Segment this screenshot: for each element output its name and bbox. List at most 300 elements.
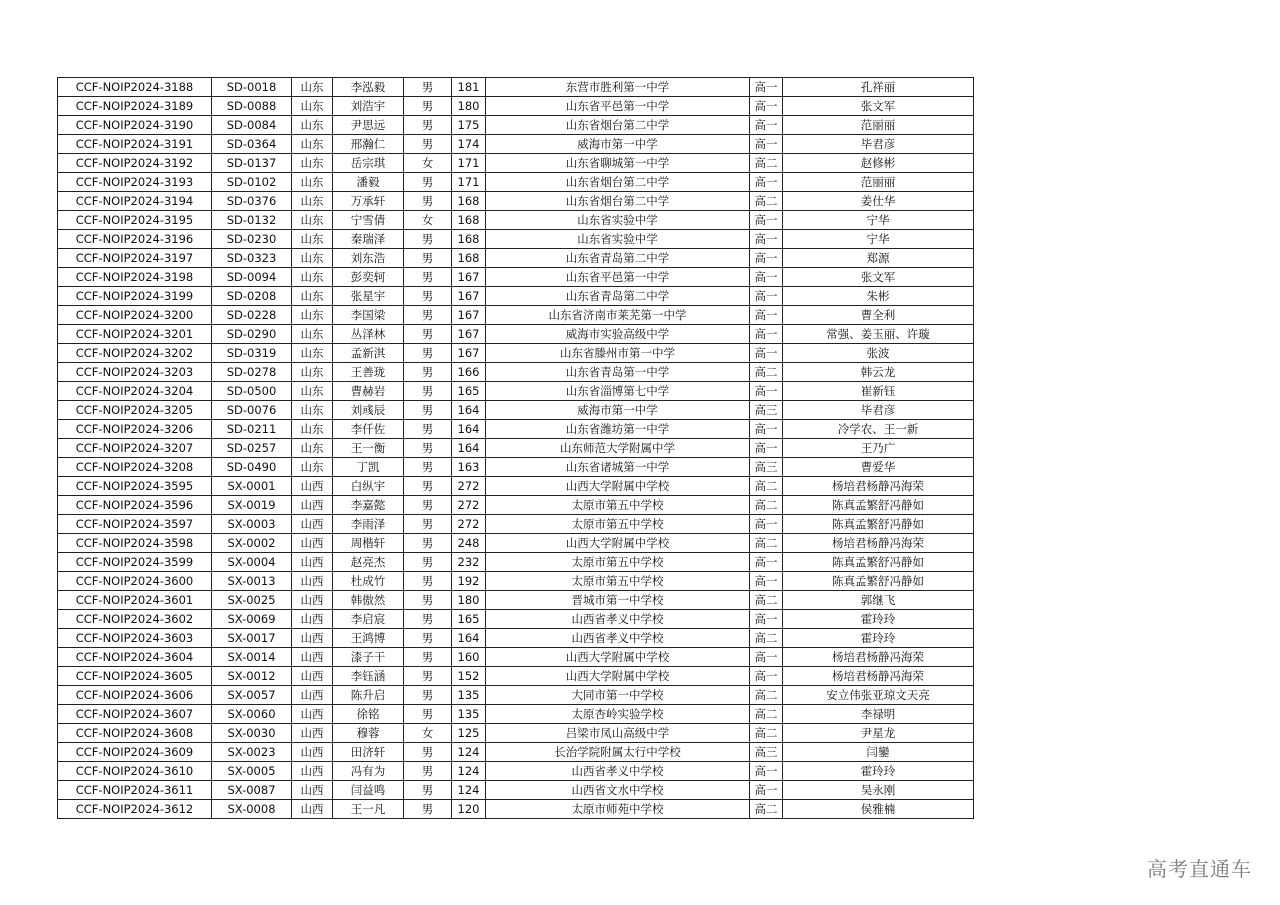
contestant-code-cell: CCF-NOIP2024-3602 — [58, 610, 212, 629]
grade-cell: 高一 — [750, 268, 783, 287]
school-cell: 山东省平邑第一中学 — [486, 97, 750, 116]
school-cell: 晋城市第一中学校 — [486, 591, 750, 610]
gender-cell: 男 — [404, 705, 452, 724]
grade-cell: 高一 — [750, 344, 783, 363]
score-cell: 152 — [452, 667, 486, 686]
table-row — [58, 116, 974, 135]
score-cell: 120 — [452, 800, 486, 819]
province-cell: 山东 — [292, 287, 333, 306]
seat-id-cell: SD-0094 — [212, 268, 292, 287]
score-cell: 272 — [452, 477, 486, 496]
grade-cell: 高二 — [750, 534, 783, 553]
province-cell: 山西 — [292, 629, 333, 648]
score-cell: 168 — [452, 192, 486, 211]
score-cell: 164 — [452, 420, 486, 439]
table-row — [58, 667, 974, 686]
teacher-cell: 李禄明 — [783, 705, 974, 724]
school-cell: 山西大学附属中学校 — [486, 648, 750, 667]
gender-cell: 男 — [404, 344, 452, 363]
grade-cell: 高一 — [750, 382, 783, 401]
table-row — [58, 173, 974, 192]
contestant-code-cell: CCF-NOIP2024-3598 — [58, 534, 212, 553]
results-table — [57, 77, 974, 819]
name-cell: 刘浩宇 — [333, 97, 404, 116]
name-cell: 漆子干 — [333, 648, 404, 667]
name-cell: 宁雪倩 — [333, 211, 404, 230]
gender-cell: 男 — [404, 458, 452, 477]
province-cell: 山西 — [292, 534, 333, 553]
table-row — [58, 401, 974, 420]
table-row — [58, 534, 974, 553]
contestant-code-cell: CCF-NOIP2024-3595 — [58, 477, 212, 496]
province-cell: 山西 — [292, 667, 333, 686]
table-row — [58, 154, 974, 173]
name-cell: 韩傲然 — [333, 591, 404, 610]
name-cell: 尹思远 — [333, 116, 404, 135]
name-cell: 田济轩 — [333, 743, 404, 762]
score-cell: 174 — [452, 135, 486, 154]
score-cell: 160 — [452, 648, 486, 667]
teacher-cell: 朱彬 — [783, 287, 974, 306]
contestant-code-cell: CCF-NOIP2024-3193 — [58, 173, 212, 192]
score-cell: 180 — [452, 591, 486, 610]
table-row — [58, 268, 974, 287]
contestant-code-cell: CCF-NOIP2024-3609 — [58, 743, 212, 762]
grade-cell: 高一 — [750, 610, 783, 629]
seat-id-cell: SX-0008 — [212, 800, 292, 819]
grade-cell: 高二 — [750, 477, 783, 496]
school-cell: 山东省聊城第一中学 — [486, 154, 750, 173]
province-cell: 山东 — [292, 268, 333, 287]
name-cell: 秦瑞泽 — [333, 230, 404, 249]
score-cell: 164 — [452, 629, 486, 648]
score-cell: 168 — [452, 211, 486, 230]
grade-cell: 高一 — [750, 306, 783, 325]
province-cell: 山东 — [292, 173, 333, 192]
grade-cell: 高一 — [750, 420, 783, 439]
grade-cell: 高二 — [750, 686, 783, 705]
teacher-cell: 赵修彬 — [783, 154, 974, 173]
teacher-cell: 张文军 — [783, 268, 974, 287]
name-cell: 刘东浩 — [333, 249, 404, 268]
gender-cell: 男 — [404, 553, 452, 572]
contestant-code-cell: CCF-NOIP2024-3199 — [58, 287, 212, 306]
score-cell: 192 — [452, 572, 486, 591]
grade-cell: 高一 — [750, 211, 783, 230]
contestant-code-cell: CCF-NOIP2024-3207 — [58, 439, 212, 458]
school-cell: 山东省青岛第二中学 — [486, 249, 750, 268]
table-row — [58, 97, 974, 116]
table-row — [58, 553, 974, 572]
seat-id-cell: SD-0102 — [212, 173, 292, 192]
province-cell: 山西 — [292, 572, 333, 591]
gender-cell: 男 — [404, 439, 452, 458]
table-row — [58, 572, 974, 591]
school-cell: 长治学院附属太行中学校 — [486, 743, 750, 762]
gender-cell: 女 — [404, 154, 452, 173]
gender-cell: 男 — [404, 515, 452, 534]
name-cell: 王一凡 — [333, 800, 404, 819]
school-cell: 山东省实验中学 — [486, 211, 750, 230]
name-cell: 闫益鸣 — [333, 781, 404, 800]
teacher-cell: 毕君彦 — [783, 135, 974, 154]
teacher-cell: 常强、姜玉丽、许璇 — [783, 325, 974, 344]
teacher-cell: 曹全利 — [783, 306, 974, 325]
gender-cell: 男 — [404, 800, 452, 819]
name-cell: 杜成竹 — [333, 572, 404, 591]
gender-cell: 男 — [404, 781, 452, 800]
gender-cell: 男 — [404, 382, 452, 401]
province-cell: 山西 — [292, 553, 333, 572]
score-cell: 166 — [452, 363, 486, 382]
school-cell: 太原市师苑中学校 — [486, 800, 750, 819]
name-cell: 彭奕轲 — [333, 268, 404, 287]
name-cell: 徐铭 — [333, 705, 404, 724]
teacher-cell: 郭继飞 — [783, 591, 974, 610]
table-row — [58, 477, 974, 496]
province-cell: 山东 — [292, 192, 333, 211]
name-cell: 穆蓉 — [333, 724, 404, 743]
seat-id-cell: SX-0012 — [212, 667, 292, 686]
province-cell: 山东 — [292, 439, 333, 458]
contestant-code-cell: CCF-NOIP2024-3611 — [58, 781, 212, 800]
contestant-code-cell: CCF-NOIP2024-3201 — [58, 325, 212, 344]
school-cell: 山西大学附属中学校 — [486, 667, 750, 686]
grade-cell: 高二 — [750, 154, 783, 173]
seat-id-cell: SD-0278 — [212, 363, 292, 382]
school-cell: 山东省青岛第二中学 — [486, 287, 750, 306]
seat-id-cell: SD-0084 — [212, 116, 292, 135]
table-row — [58, 382, 974, 401]
teacher-cell: 郑源 — [783, 249, 974, 268]
province-cell: 山东 — [292, 154, 333, 173]
grade-cell: 高一 — [750, 78, 783, 97]
score-cell: 272 — [452, 515, 486, 534]
seat-id-cell: SD-0228 — [212, 306, 292, 325]
score-cell: 164 — [452, 401, 486, 420]
name-cell: 邢瀚仁 — [333, 135, 404, 154]
school-cell: 吕梁市凤山高级中学 — [486, 724, 750, 743]
score-cell: 168 — [452, 249, 486, 268]
gender-cell: 男 — [404, 534, 452, 553]
table-row — [58, 496, 974, 515]
teacher-cell: 陈真孟繁舒冯静如 — [783, 496, 974, 515]
name-cell: 周楷轩 — [333, 534, 404, 553]
table-row — [58, 648, 974, 667]
seat-id-cell: SD-0088 — [212, 97, 292, 116]
school-cell: 山西省孝义中学校 — [486, 610, 750, 629]
teacher-cell: 杨培君杨静冯海荣 — [783, 667, 974, 686]
school-cell: 山东省烟台第二中学 — [486, 173, 750, 192]
gender-cell: 男 — [404, 420, 452, 439]
name-cell: 孟新淇 — [333, 344, 404, 363]
grade-cell: 高二 — [750, 724, 783, 743]
table-row — [58, 724, 974, 743]
contestant-code-cell: CCF-NOIP2024-3192 — [58, 154, 212, 173]
gender-cell: 男 — [404, 325, 452, 344]
name-cell: 丛泽林 — [333, 325, 404, 344]
gender-cell: 男 — [404, 363, 452, 382]
seat-id-cell: SX-0003 — [212, 515, 292, 534]
seat-id-cell: SX-0014 — [212, 648, 292, 667]
table-row — [58, 705, 974, 724]
contestant-code-cell: CCF-NOIP2024-3604 — [58, 648, 212, 667]
contestant-code-cell: CCF-NOIP2024-3197 — [58, 249, 212, 268]
province-cell: 山东 — [292, 458, 333, 477]
school-cell: 山东省滕州市第一中学 — [486, 344, 750, 363]
seat-id-cell: SD-0230 — [212, 230, 292, 249]
province-cell: 山西 — [292, 610, 333, 629]
seat-id-cell: SX-0004 — [212, 553, 292, 572]
province-cell: 山西 — [292, 515, 333, 534]
seat-id-cell: SD-0323 — [212, 249, 292, 268]
school-cell: 山西大学附属中学校 — [486, 534, 750, 553]
name-cell: 张星宇 — [333, 287, 404, 306]
school-cell: 太原市第五中学校 — [486, 572, 750, 591]
teacher-cell: 张波 — [783, 344, 974, 363]
teacher-cell: 侯雅楠 — [783, 800, 974, 819]
contestant-code-cell: CCF-NOIP2024-3600 — [58, 572, 212, 591]
school-cell: 山东省青岛第一中学 — [486, 363, 750, 382]
school-cell: 太原市第五中学校 — [486, 496, 750, 515]
grade-cell: 高二 — [750, 363, 783, 382]
contestant-code-cell: CCF-NOIP2024-3612 — [58, 800, 212, 819]
seat-id-cell: SD-0137 — [212, 154, 292, 173]
grade-cell: 高二 — [750, 591, 783, 610]
gender-cell: 男 — [404, 629, 452, 648]
score-cell: 171 — [452, 173, 486, 192]
gender-cell: 男 — [404, 230, 452, 249]
contestant-code-cell: CCF-NOIP2024-3194 — [58, 192, 212, 211]
school-cell: 山西省文水中学校 — [486, 781, 750, 800]
contestant-code-cell: CCF-NOIP2024-3605 — [58, 667, 212, 686]
province-cell: 山东 — [292, 211, 333, 230]
name-cell: 赵亮杰 — [333, 553, 404, 572]
contestant-code-cell: CCF-NOIP2024-3191 — [58, 135, 212, 154]
name-cell: 李启宸 — [333, 610, 404, 629]
grade-cell: 高一 — [750, 648, 783, 667]
seat-id-cell: SD-0319 — [212, 344, 292, 363]
contestant-code-cell: CCF-NOIP2024-3208 — [58, 458, 212, 477]
seat-id-cell: SX-0087 — [212, 781, 292, 800]
contestant-code-cell: CCF-NOIP2024-3597 — [58, 515, 212, 534]
score-cell: 135 — [452, 686, 486, 705]
grade-cell: 高三 — [750, 743, 783, 762]
name-cell: 李嘉懿 — [333, 496, 404, 515]
gender-cell: 男 — [404, 496, 452, 515]
table-row — [58, 306, 974, 325]
teacher-cell: 陈真孟繁舒冯静如 — [783, 572, 974, 591]
table-row — [58, 211, 974, 230]
school-cell: 山东师范大学附属中学 — [486, 439, 750, 458]
gender-cell: 男 — [404, 192, 452, 211]
contestant-code-cell: CCF-NOIP2024-3608 — [58, 724, 212, 743]
contestant-code-cell: CCF-NOIP2024-3599 — [58, 553, 212, 572]
school-cell: 大同市第一中学校 — [486, 686, 750, 705]
table-row — [58, 135, 974, 154]
contestant-code-cell: CCF-NOIP2024-3610 — [58, 762, 212, 781]
score-cell: 167 — [452, 325, 486, 344]
score-cell: 232 — [452, 553, 486, 572]
teacher-cell: 吴永刚 — [783, 781, 974, 800]
grade-cell: 高一 — [750, 287, 783, 306]
gender-cell: 男 — [404, 591, 452, 610]
school-cell: 山西省孝义中学校 — [486, 762, 750, 781]
province-cell: 山东 — [292, 401, 333, 420]
school-cell: 山东省济南市莱芜第一中学 — [486, 306, 750, 325]
score-cell: 163 — [452, 458, 486, 477]
grade-cell: 高一 — [750, 762, 783, 781]
contestant-code-cell: CCF-NOIP2024-3601 — [58, 591, 212, 610]
table-row — [58, 192, 974, 211]
province-cell: 山东 — [292, 382, 333, 401]
seat-id-cell: SD-0211 — [212, 420, 292, 439]
score-cell: 124 — [452, 781, 486, 800]
watermark-text: 高考直通车 — [1147, 857, 1252, 881]
teacher-cell: 毕君彦 — [783, 401, 974, 420]
name-cell: 刘彧辰 — [333, 401, 404, 420]
gender-cell: 男 — [404, 762, 452, 781]
gender-cell: 男 — [404, 648, 452, 667]
seat-id-cell: SX-0019 — [212, 496, 292, 515]
score-cell: 171 — [452, 154, 486, 173]
school-cell: 山西省孝义中学校 — [486, 629, 750, 648]
table-row — [58, 800, 974, 819]
grade-cell: 高二 — [750, 629, 783, 648]
contestant-code-cell: CCF-NOIP2024-3188 — [58, 78, 212, 97]
grade-cell: 高一 — [750, 667, 783, 686]
seat-id-cell: SX-0005 — [212, 762, 292, 781]
school-cell: 太原杏岭实验学校 — [486, 705, 750, 724]
score-cell: 124 — [452, 762, 486, 781]
name-cell: 李雨泽 — [333, 515, 404, 534]
teacher-cell: 尹星龙 — [783, 724, 974, 743]
school-cell: 山东省诸城第一中学 — [486, 458, 750, 477]
gender-cell: 男 — [404, 477, 452, 496]
grade-cell: 高一 — [750, 553, 783, 572]
school-cell: 山东省潍坊第一中学 — [486, 420, 750, 439]
seat-id-cell: SX-0001 — [212, 477, 292, 496]
teacher-cell: 闫鑾 — [783, 743, 974, 762]
province-cell: 山西 — [292, 496, 333, 515]
gender-cell: 男 — [404, 249, 452, 268]
grade-cell: 高一 — [750, 325, 783, 344]
name-cell: 丁凯 — [333, 458, 404, 477]
seat-id-cell: SX-0017 — [212, 629, 292, 648]
score-cell: 135 — [452, 705, 486, 724]
name-cell: 岳宗琪 — [333, 154, 404, 173]
table-row — [58, 363, 974, 382]
teacher-cell: 陈真孟繁舒冯静如 — [783, 515, 974, 534]
contestant-code-cell: CCF-NOIP2024-3189 — [58, 97, 212, 116]
results-table-body — [58, 78, 974, 819]
province-cell: 山东 — [292, 97, 333, 116]
school-cell: 山西大学附属中学校 — [486, 477, 750, 496]
seat-id-cell: SX-0013 — [212, 572, 292, 591]
score-cell: 167 — [452, 287, 486, 306]
seat-id-cell: SX-0025 — [212, 591, 292, 610]
score-cell: 124 — [452, 743, 486, 762]
province-cell: 山东 — [292, 116, 333, 135]
name-cell: 万承轩 — [333, 192, 404, 211]
name-cell: 李泓毅 — [333, 78, 404, 97]
grade-cell: 高一 — [750, 116, 783, 135]
score-cell: 167 — [452, 344, 486, 363]
contestant-code-cell: CCF-NOIP2024-3190 — [58, 116, 212, 135]
grade-cell: 高三 — [750, 401, 783, 420]
score-cell: 168 — [452, 230, 486, 249]
seat-id-cell: SD-0076 — [212, 401, 292, 420]
name-cell: 冯有为 — [333, 762, 404, 781]
seat-id-cell: SD-0490 — [212, 458, 292, 477]
grade-cell: 高一 — [750, 135, 783, 154]
gender-cell: 女 — [404, 211, 452, 230]
score-cell: 164 — [452, 439, 486, 458]
province-cell: 山东 — [292, 325, 333, 344]
score-cell: 167 — [452, 268, 486, 287]
teacher-cell: 霍玲玲 — [783, 762, 974, 781]
province-cell: 山西 — [292, 800, 333, 819]
teacher-cell: 范丽丽 — [783, 173, 974, 192]
score-cell: 167 — [452, 306, 486, 325]
grade-cell: 高二 — [750, 496, 783, 515]
province-cell: 山东 — [292, 135, 333, 154]
school-cell: 山东省烟台第二中学 — [486, 192, 750, 211]
contestant-code-cell: CCF-NOIP2024-3607 — [58, 705, 212, 724]
teacher-cell: 范丽丽 — [783, 116, 974, 135]
seat-id-cell: SD-0208 — [212, 287, 292, 306]
teacher-cell: 曹爱华 — [783, 458, 974, 477]
table-row — [58, 515, 974, 534]
score-cell: 165 — [452, 610, 486, 629]
seat-id-cell: SD-0364 — [212, 135, 292, 154]
grade-cell: 高二 — [750, 705, 783, 724]
contestant-code-cell: CCF-NOIP2024-3606 — [58, 686, 212, 705]
table-row — [58, 686, 974, 705]
score-cell: 180 — [452, 97, 486, 116]
name-cell: 王一衡 — [333, 439, 404, 458]
grade-cell: 高一 — [750, 97, 783, 116]
grade-cell: 高一 — [750, 439, 783, 458]
contestant-code-cell: CCF-NOIP2024-3195 — [58, 211, 212, 230]
contestant-code-cell: CCF-NOIP2024-3202 — [58, 344, 212, 363]
table-row — [58, 591, 974, 610]
province-cell: 山西 — [292, 762, 333, 781]
table-row — [58, 629, 974, 648]
seat-id-cell: SD-0376 — [212, 192, 292, 211]
gender-cell: 女 — [404, 724, 452, 743]
school-cell: 威海市第一中学 — [486, 401, 750, 420]
gender-cell: 男 — [404, 287, 452, 306]
teacher-cell: 崔新钰 — [783, 382, 974, 401]
teacher-cell: 孔祥丽 — [783, 78, 974, 97]
teacher-cell: 霍玲玲 — [783, 610, 974, 629]
contestant-code-cell: CCF-NOIP2024-3198 — [58, 268, 212, 287]
school-cell: 山东省烟台第二中学 — [486, 116, 750, 135]
province-cell: 山东 — [292, 249, 333, 268]
score-cell: 181 — [452, 78, 486, 97]
table-row — [58, 78, 974, 97]
table-row — [58, 325, 974, 344]
score-cell: 272 — [452, 496, 486, 515]
table-row — [58, 762, 974, 781]
gender-cell: 男 — [404, 116, 452, 135]
seat-id-cell: SX-0069 — [212, 610, 292, 629]
teacher-cell: 冷学农、王一新 — [783, 420, 974, 439]
grade-cell: 高一 — [750, 515, 783, 534]
gender-cell: 男 — [404, 743, 452, 762]
grade-cell: 高二 — [750, 800, 783, 819]
